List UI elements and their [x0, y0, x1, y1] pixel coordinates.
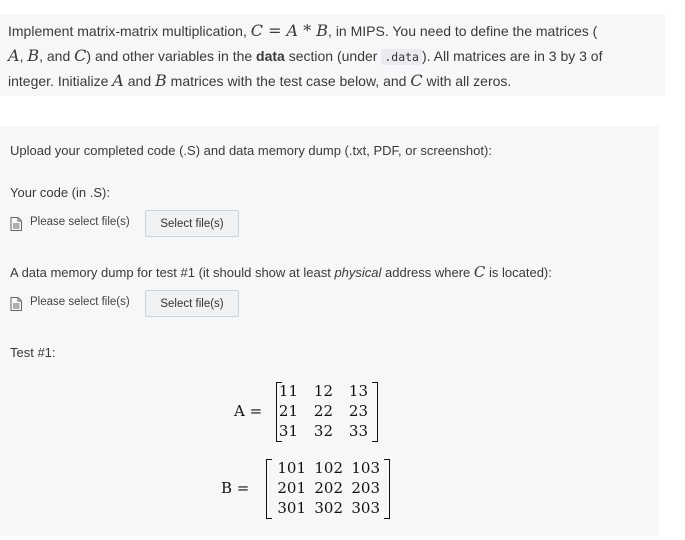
- matrix-b-cell: 301: [277, 499, 306, 517]
- code-label: Your code (in .S):: [10, 185, 110, 200]
- select-code-file-button[interactable]: Select file(s): [145, 210, 239, 237]
- physical-emphasis: physical: [334, 265, 382, 280]
- matrix-a-cell: 21: [278, 402, 298, 420]
- matrix-b-cell: 201: [277, 479, 306, 497]
- problem-text: Implement matrix-matrix multiplication,: [8, 23, 251, 39]
- matrix-b-cell: 302: [314, 499, 343, 517]
- equation-c-equals-a-times-b: C = A * B: [250, 21, 329, 40]
- problem-line-2: [8, 46, 603, 65]
- file-status: Please select file(s): [30, 216, 130, 228]
- matrix-a-cell: 12: [313, 382, 333, 400]
- math-c: C: [473, 263, 486, 281]
- separator: , and: [39, 48, 75, 64]
- problem-line-1: [8, 21, 597, 40]
- test-label: Test #1:: [10, 345, 56, 360]
- matrix-b-cell: 101: [277, 459, 306, 477]
- matrix-a: [276, 382, 378, 442]
- matrix-a-cell: 32: [313, 422, 333, 440]
- matrix-b-cell: 103: [351, 459, 380, 477]
- document-icon: [10, 297, 22, 311]
- math-a: A: [112, 71, 124, 90]
- problem-statement: [0, 14, 665, 96]
- dump-label-text: A data memory dump for test #1 (it should show at least: [10, 265, 335, 280]
- dump-label-text: address where: [381, 265, 474, 280]
- upload-panel: [0, 126, 659, 536]
- left-bracket: [266, 459, 272, 519]
- matrix-a-cell: 23: [348, 402, 368, 420]
- dump-label-text: is located):: [485, 265, 552, 280]
- matrix-b: [266, 459, 390, 519]
- problem-text: , in MIPS. You need to define the matrices (: [328, 23, 598, 39]
- math-b: B: [27, 46, 40, 65]
- matrix-b-lhs: B =: [221, 479, 250, 497]
- problem-line-3: [8, 71, 511, 90]
- matrix-b-cell: 303: [351, 499, 380, 517]
- file-status: Please select file(s): [30, 296, 130, 308]
- matrix-a-cell: 11: [278, 382, 298, 400]
- problem-text: and: [123, 73, 155, 89]
- select-dump-file-button[interactable]: Select file(s): [145, 290, 239, 317]
- matrix-b-cell: 203: [351, 479, 380, 497]
- matrix-a-cell: 13: [348, 382, 368, 400]
- math-b: B: [155, 71, 167, 90]
- matrix-a-cell: 22: [313, 402, 333, 420]
- problem-text: matrices with the test case below, and: [166, 73, 411, 89]
- right-bracket: [384, 459, 390, 519]
- document-icon: [10, 217, 22, 231]
- right-bracket: [372, 382, 378, 442]
- matrix-a-cell: 31: [278, 422, 298, 440]
- matrix-a-lhs: A =: [234, 402, 263, 420]
- separator: ,: [19, 48, 28, 64]
- math-a: A: [8, 46, 20, 65]
- matrix-a-cell: 33: [348, 422, 368, 440]
- dump-label: [10, 263, 552, 281]
- math-c: C: [410, 71, 423, 90]
- problem-text: integer. Initialize: [8, 73, 113, 89]
- upload-prompt: Upload your completed code (.S) and data memory dump (.txt, PDF, or screenshot):: [10, 143, 492, 158]
- data-keyword: data: [256, 48, 285, 64]
- data-section-code: .data: [381, 49, 422, 65]
- matrix-b-cell: 102: [314, 459, 343, 477]
- problem-text: section (under: [284, 48, 382, 64]
- math-c: C: [74, 46, 87, 65]
- problem-text: with all zeros.: [422, 73, 512, 89]
- problem-text: ) and other variables in the: [86, 48, 257, 64]
- problem-text: ). All matrices are in 3 by 3 of: [421, 48, 603, 64]
- matrix-b-cell: 202: [314, 479, 343, 497]
